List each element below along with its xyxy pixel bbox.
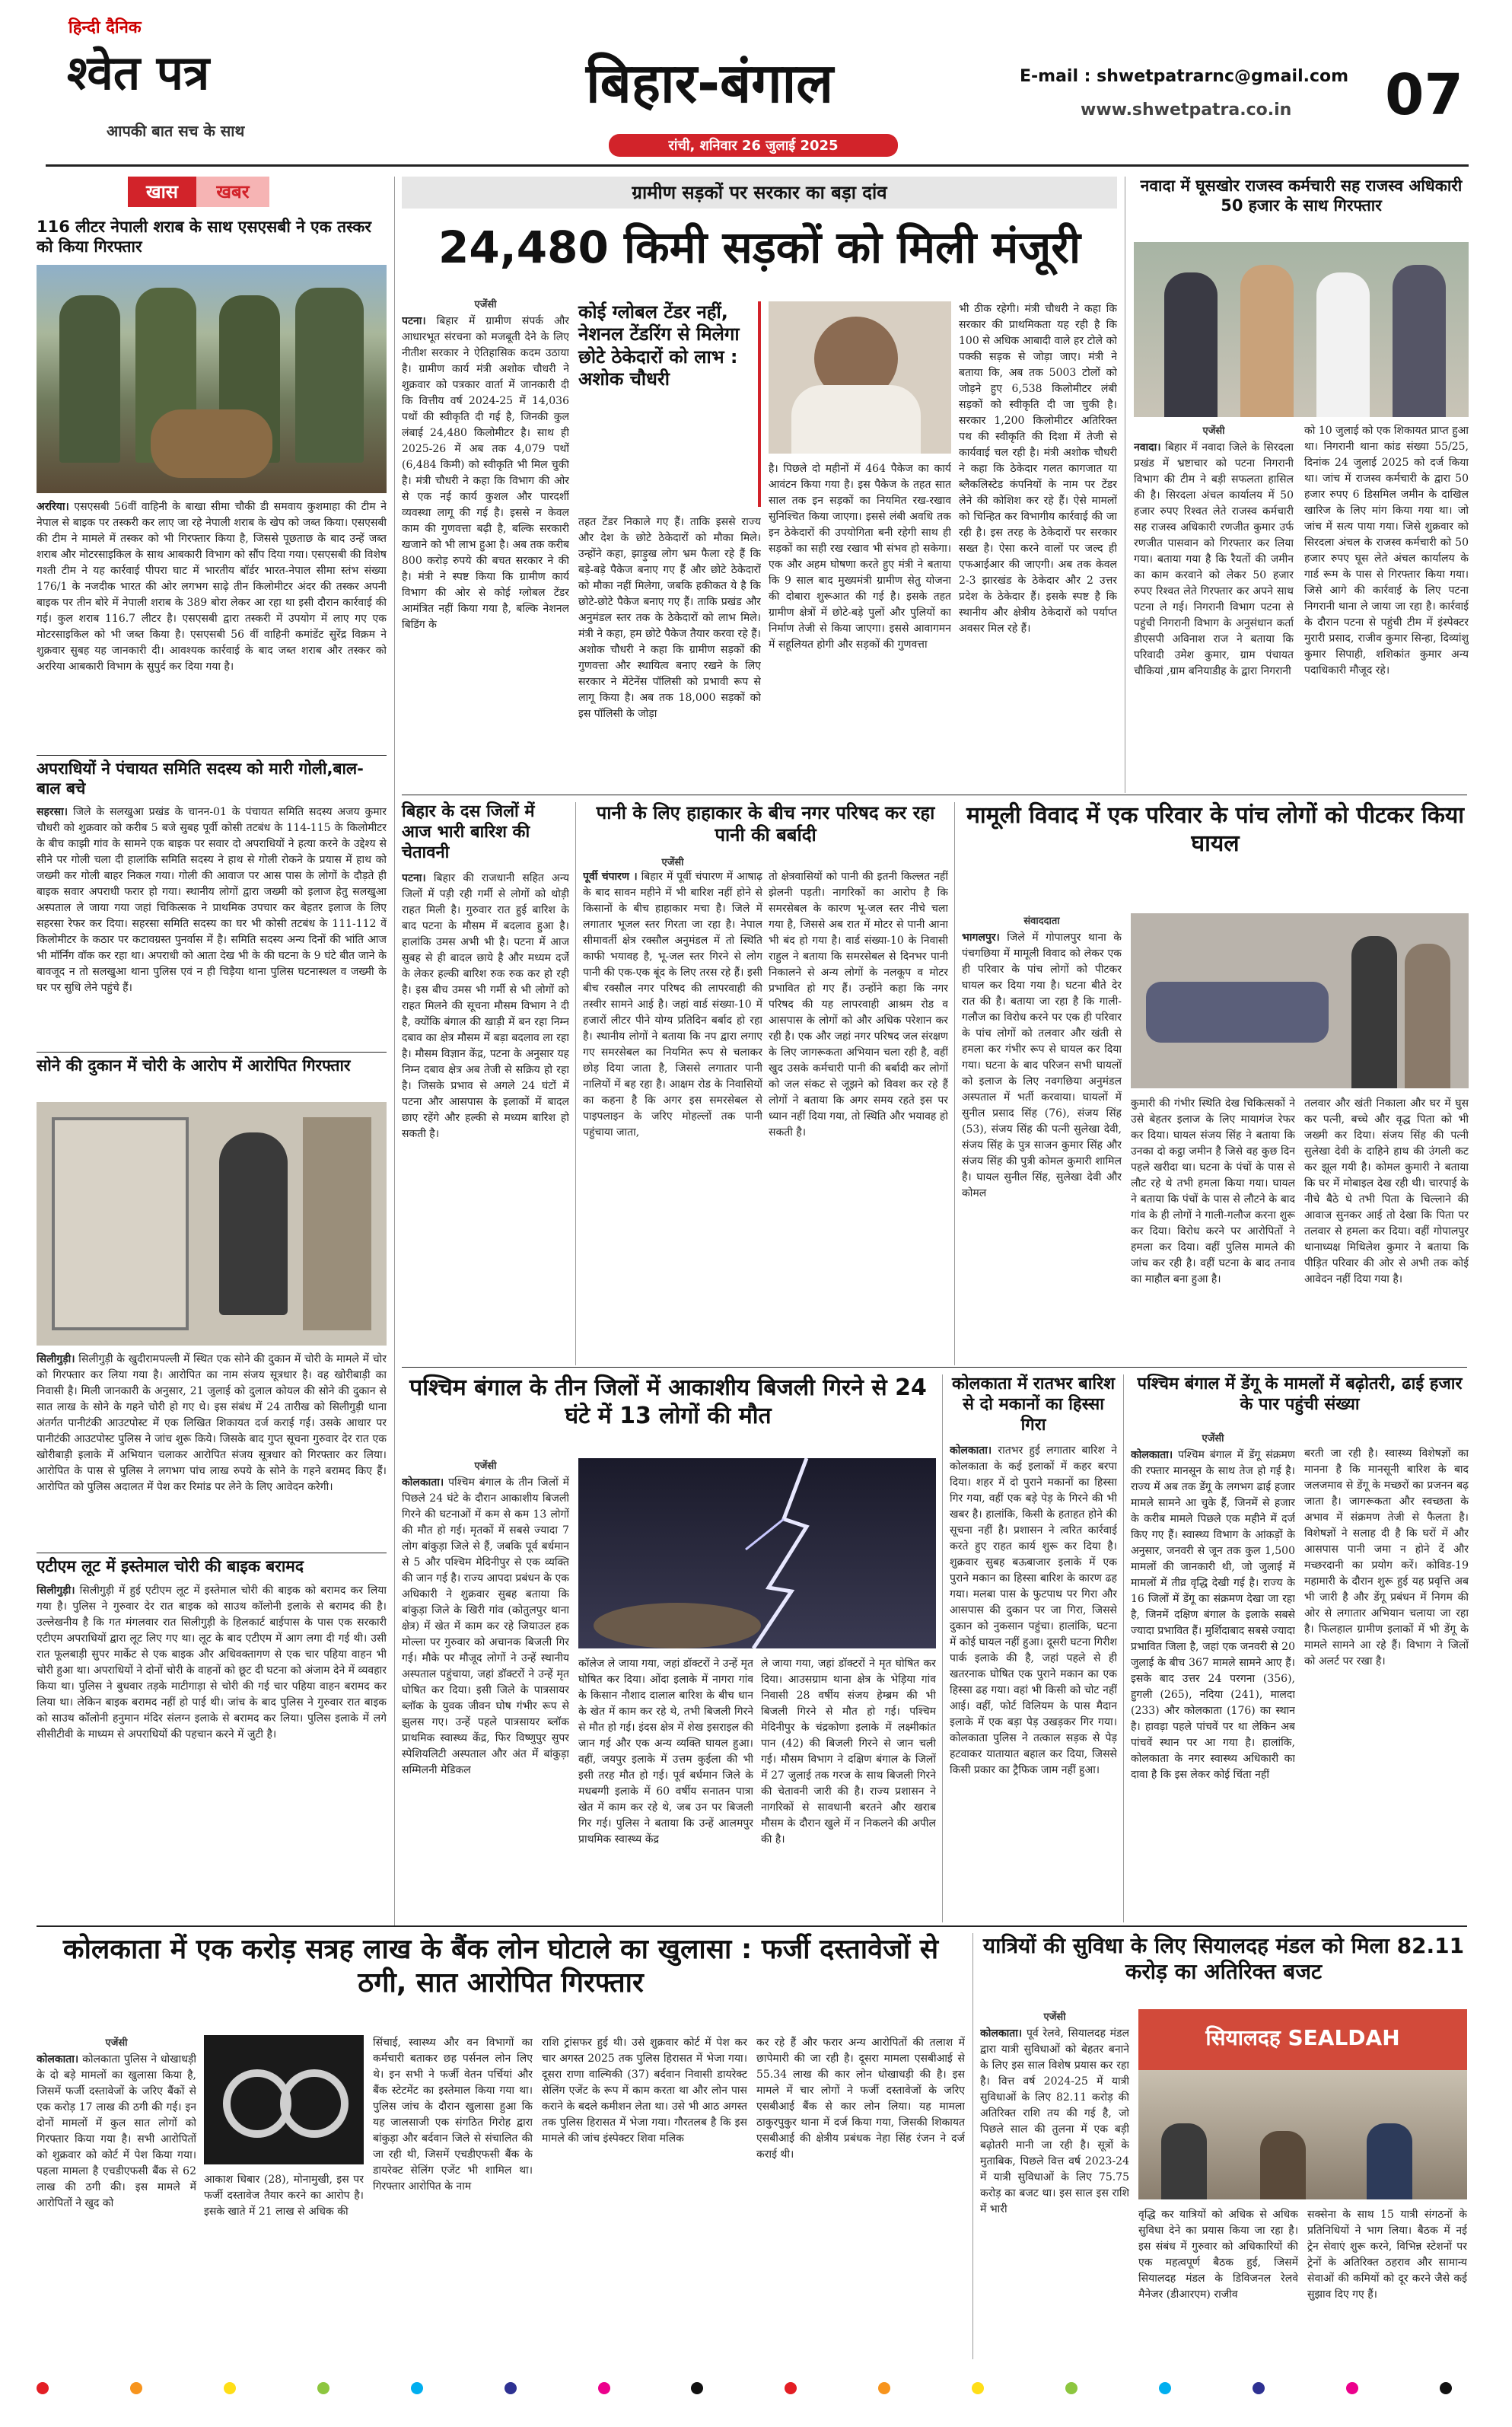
column-divider [394, 177, 395, 1927]
headline: यात्रियों की सुविधा के लिए सियालदह मंडल को मिला 82.11 करोड़ का अतिरिक्त बजट [982, 1933, 1465, 1985]
body: जिले के सलखुआ प्रखंड के चानन-01 के पंचायत समिति सदस्य अजय कुमार चौधरी को शुक्रवार को करीब 5 बजे सुबह पूर्वी कोसी तटबंध के 114-115 के किलोमीटर के बीच काझी गांव के सामने एक बाइक पर सवार दो अपराधियों ने हत्या करने के उद्देश्य से सीने पर गोली चला दी हालांकि समिति सदस्य ने हाथ से गोली रोकने के प्रयास में हाथ को जख्मी कर गोली बाहर निकल गया। गोली की आवाज पर आस पास के लोगों के दौड़ते ही बाइक सवार अपराधी फरार हो गया। स्थानीय लोगों द्वारा जख्मी को इलाज हेतु सलखुआ अस्पताल ले जाया गया जहां चिकित्सक ने प्राथमिक उपचार कर बेहतर इलाज के लिए सहरसा रेफर कर दिया। सहरसा समिति सदस्य का घर भी कोसी तटबंध के 111-112 वें किलोमीटर के कठार पर कटावग्रस्त पुनर्वास में है। समिति सदस्य अन्य दिनों की भांति आज भी मॉर्निंग वॉक कर रहा था। अपराधी को आता देख भी के की घटना के 9 घंटे बीत जाने के बावजूद न तो सलखुआ थाना पुलिस एवं न ही चिड़ैया थाना पुलिस घटनास्थल व जख्मी के घर पर सुधि लेने पहुंचे हैं। [37, 806, 387, 995]
footer-dot [130, 2382, 142, 2394]
tag-khabar: खबर [196, 177, 269, 207]
section-title: बिहार-बंगाल [586, 51, 834, 115]
footer-dot [972, 2382, 984, 2394]
body: कर रहे हैं और फरार अन्य आरोपितों की तलाश में छापेमारी की जा रही है। दूसरा मामला एसबीआई से 55.34 लाख की कार लोन धोखाधड़ी की है। इस मामले में चार लोगों ने फर्जी दस्तावेजों के जरिए एसबीआई बैंक से कार लोन लिया। यह मामला ठाकुरपुकुर थाना में दर्ज किया गया, जिसकी शिकायत एसबीआई की क्षेत्रीय प्रबंधक नेहा सिंह रंजन ने दर्ज कराई थी। [756, 2037, 965, 2161]
column-divider [1123, 1374, 1124, 1922]
lead-col3 [769, 461, 951, 788]
lightning-col1 [402, 1458, 569, 1932]
photo-station [1138, 2009, 1467, 2199]
headline: 116 लीटर नेपाली शराब के साथ एसएसबी ने एक तस्कर को किया गिरफ्तार [37, 218, 371, 256]
dateline: नवादा। [1134, 441, 1161, 454]
dengue-col1 [1131, 1431, 1295, 1919]
body: तलवार और खंती निकाला और घर में घुस कर पत्नी, बच्चे और वृद्ध पिता को भी जख्मी कर दिया। संजय सिंह की पत्नी सुलेखा देवी के दाहिने हाथ की उंगली कट कर झूल गयी है। कोमल कुमारी ने बताया कि घर में मोबाइल देख रही थी। चारपाई के नीचे बैठे थे तभी पिता के चिल्लाने की आवाज सुनकर आई तो देखा कि पिता पर तलवार से हमला कर दिया। वहीं गोपालपुर थानाध्यक्ष मिथिलेश कुमार ने बताया कि पीड़ित परिवार की ओर से अभी तक कोई आवेदन नहीं दिया गया है। [1304, 1097, 1469, 1285]
date-bar [609, 134, 898, 157]
body: आकाश धिबार (28), मोनामुखी, इस पर फर्जी दस्तावेज तैयार करने का आरोप है। इसके खाते में 21 लाख से अधिक की [204, 2174, 364, 2218]
body-block [402, 871, 569, 1358]
website[interactable]: www.shwetpatra.co.in [1081, 100, 1292, 119]
body: तो क्षेत्रवासियों को पानी की इतनी किल्लत नहीं झेलनी पड़ती। नागरिकों का आरोप है कि समरसेबल के कारण भू-जल स्तर नीचे चला गया है, जिससे अब रात में मोटर से पानी आना भी बंद हो गया है। वार्ड संख्या-10 के निवासी राहुल ने बताया कि समरसेबल से दिनभर पानी निकालने से अन्य लोगों के नलकूप व मोटर प्रभावित हो गए हैं। उन्होंने कहा कि नगर परिषद की यह लापरवाही आश्रम रोड व आसपास के लोगों को और अधिक परेशान कर रही है। एक और जहां नगर परिषद जल संरक्षण के लिए जागरूकता अभियान चला रही है, वहीं खुद उसके कर्मचारी पानी की बर्बादी कर लोगों को जल संकट से जूझने को विवश कर रहे हैं लोगों ने बताया कि अगर समय रहते इस पर ध्यान नहीं दिया गया, तो स्थिति और भयावह हो सकती है। [769, 871, 948, 1139]
dateline: सिलीगुड़ी। [37, 1584, 75, 1597]
dateline: सहरसा। [37, 806, 68, 819]
body-block [37, 2052, 196, 2371]
photo-injured [1131, 913, 1469, 1088]
article-gold-shop [37, 1056, 387, 1076]
footer-dot [691, 2382, 703, 2394]
body-block [950, 1443, 1117, 1900]
body: पश्चिम बंगाल में डेंगू संक्रमण की रफ्तार मानसून के साथ तेज हो गई है। राज्य में अब तक डेंगू के लगभग ढाई हजार मामले सामने आ चुके हैं, जिनमें से हजार के करीब मामले पिछले एक महीने में दर्ज किए गए हैं। स्वास्थ्य विभाग के आंकड़ों के अनुसार, जनवरी से जून तक कुल 1,500 मामलों की जानकारी थी, जो जुलाई में मामलों में तीव्र वृद्धि देखी गई है। राज्य के 16 जिलों में डेंगू का संक्रमण देखा जा रहा है, जिनमें दक्षिण बंगाल के इलाके सबसे ज्यादा प्रभावित हैं। मुर्शिदाबाद सबसे ज्यादा प्रभावित जिला है, जहां एक जनवरी से 20 जुलाई के बीच 367 मामले सामने आए हैं। इसके बाद उत्तर 24 परगना (356), हुगली (265), नदिया (241), मालदा (233) और कोलकाता (176) का स्थान है। हावड़ा पहले पांचवें पर था लेकिन अब पांचवें स्थान पर आ गया है। हालांकि, कोलकाता के नगर स्वास्थ्य अधिकारी का दावा है कि इस लेकर कोई चिंता नहीं [1131, 1449, 1295, 1781]
footer-dot [1253, 2382, 1265, 2394]
headline: नवादा में घूसखोर राजस्व कर्मचारी सह राजस्व अधिकारी 50 हजार के साथ गिरफ्तार [1140, 177, 1463, 215]
body: सिलीगुड़ी के खुदीरामपल्ली में स्थित एक सोने की दुकान में चोरी के मामले में चोर को गिरफ्तार कर लिया गया है। आरोपित का नाम संजय सूत्रधार है। वह खोरीबाड़ी का निवासी है। मिली जानकारी के अनुसार, 21 जुलाई को दुलाल कोयल की सोने की दुकान से सात लाख के सोने के गहने चोरी हो गए थे। इस संबंध में 24 तारीख को सिलीगुड़ी थाना अंतर्गत पानीटंकी आउटपोस्ट में एक लिखित शिकायत दर्ज कराई गई। उसके आधार पर पानीटंकी आउटपोस्ट पुलिस ने जांच शुरू किये। जिसके बाद गुप्त सूचना गुरुवार देर रात एक खोरीबाड़ी इलाके में अभियान चलाकर आरोपित संजय सूत्रधार को गिरफ्तार कर लिया। आरोपित के पास से पुलिस ने लगभग पांच लाख रुपये के सोने के गहने बरामद किए हैं। आरोपित को पुलिस अदालत में पेश कर रिमांड पर लेने के लिए आवेदन करेगी। [37, 1353, 387, 1493]
footer-color-dots [37, 2382, 1467, 2405]
station-sign: सियालदह SEALDAH [1205, 2025, 1400, 2050]
masthead [0, 0, 1512, 160]
divider [37, 755, 387, 756]
lightning-col3 [761, 1656, 936, 1915]
email[interactable]: E-mail : shwetpatrarnc@gmail.com [1020, 67, 1349, 86]
body: कोलकाता पुलिस ने धोखाधड़ी के दो बड़े मामलों का खुलासा किया है, जिसमें फर्जी दस्तावेजों के जरिए बैंकों से एक करोड़ 17 लाख की ठगी की गई। इन दोनों मामलों में कुल सात लोगों को गिरफ्तार किया गया है। सभी आरोपितों को शुक्रवार को कोर्ट में पेश किया गया। पहला मामला है एचडीएफसी बैंक से 62 लाख की ठगी की। इस मामले में आरोपितों ने खुद को [37, 2053, 196, 2209]
dateline: कोलकाता। [980, 2027, 1023, 2040]
body: कुमारी की गंभीर स्थिति देख चिकित्सकों ने उसे बेहतर इलाज के लिए मायागंज रेफर कर दिया। घायल संजय सिंह ने बताया कि उनका दो कट्ठा जमीन है जिसे वह कुछ दिन पहले खरीदा था। घटना के पंचों के पास से लौट रहे थे तभी हमला किया गया। घायल ने बताया कि पंचों के पास से लौटने के बाद गांव के ही लोगों ने गाली-गलौज करना शुरू कर दिया। विरोध करने पर आरोपितों ने हमला कर दिया। वहीं पुलिस मामले की जांच कर रही है। वहीं घटना के बाद तनाव का माहौल बना हुआ है। [1131, 1097, 1295, 1285]
body: तहत टेंडर निकाले गए हैं। ताकि इससे राज्य और देश के छोटे ठेकेदारों को मौका मिले। उन्होंने कहा, झाड़ुख लोग भ्रम फैला रहे हैं कि बड़े-बड़े पैकेज बनाए गए हैं और छोटे ठेकेदारों को मौका नहीं मिलेगा, जबकि हकीकत ये है कि छोटे-छोटे पैकेज बनाए गए हैं। ताकि प्रखंड और अनुमंडल स्तर तक के ठेकेदारों को लाभ मिले। मंत्री ने कहा, हम छोटे पैकेज तैयार करवा रहे हैं। अशोक चौधरी ने कहा कि ग्रामीण सड़कों की गुणवत्ता और स्थायित्व बनाए रखने के लिए सरकार ने मेंटेनेंस पॉलिसी को प्रभावी रूप से लागू किया है। अब तक 18,000 सड़कों को इस पॉलिसी के जोड़ा [578, 516, 761, 720]
body: पूर्व रेलवे, सियालदह मंडल द्वारा यात्री सुविधाओं को बेहतर बनाने के लिए इस साल विशेष प्रयास कर रहा है। वित्त वर्ष 2024-25 में यात्री सुविधाओं के लिए 82.11 करोड़ की अतिरिक्त राशि तय की गई है, जो पिछले साल की तुलना में एक बड़ी बढ़ोतरी मानी जा रही है। सूत्रों के मुताबिक, पिछले वित्त वर्ष 2023-24 में यात्री सुविधाओं के लिए 75.75 करोड़ का बजट था। इस साल इस राशि में भारी [980, 2027, 1129, 2215]
body-block [402, 314, 569, 801]
headline: पश्चिम बंगाल के तीन जिलों में आकाशीय बिजली गिरने से 24 घंटे में 13 लोगों की मौत [409, 1374, 927, 1429]
body: राशि ट्रांसफर हुई थी। उसे शुक्रवार कोर्ट में पेश कर चार अगस्त 2025 तक पुलिस हिरासत में भेजा गया। दूसरा राणा वाल्मिकी (37) बर्दवान निवासी डायरेक्ट सेलिंग एजेंट के रूप में काम करता था और लोन पास कराने के बदले कमीशन लेता था। उसे भी आठ अगस्त तक पुलिस हिरासत में भेजा गया। गौरतलब है कि इस मामले की जांच इंस्पेक्टर शिवा मलिक [542, 2037, 747, 2145]
divider [402, 1367, 1467, 1368]
body: बिहार में पूर्वी चंपारण में आषाढ़ के बाद सावन महीने में भी बारिश नहीं होने से किसानों के बीच हाहाकार मचा है। जिले में लगातार भूजल स्तर गिरता जा रहा है। नेपाल सीमावर्ती क्षेत्र रक्सौल अनुमंडल में तो स्थिति काफी भयावह है, भू-जल स्तर गिरने से लोग पानी की एक-एक बूंद के लिए तरस रहे हैं। इसी बीच रक्सौल नगर परिषद की लापरवाही की तस्वीर सामने आई है। जहां वार्ड संख्या-10 में हजारों लीटर पीने योग्य प्रतिदिन बर्बाद हो रहा है। स्थानीय लोगों ने बताया कि नप द्वारा लगाए गए समरसेबल का नियमित रूप से चलाकर छोड़ दिया जाता है, जिससे लगातार पानी नालियों में बह रहा है। आक्षम रोड के निवासियों का कहना है कि अगर इस समरसेबल से पाइपलाइन के जरिए मोहल्लों तक पानी पहुंचाया जाता, [583, 871, 762, 1139]
byline: एजेंसी [474, 299, 497, 311]
body-block [402, 1475, 569, 1932]
body: पश्चिम बंगाल के तीन जिलों में पिछले 24 घंटे के दौरान आकाशीय बिजली गिरने की घटनाओं में कम से कम 13 लोगों की मौत हो गई। मृतकों में सबसे ज्यादा 7 लोग बांकुड़ा जिले से हैं, जबकि पूर्व बर्धमान से 5 और पश्चिम मेदिनीपुर से एक व्यक्ति की जान गई है। राज्य आपदा प्रबंधन के एक अधिकारी ने शुक्रवार सुबह बताया कि बांकुड़ा जिले के खिरी गांव (कोतुलपुर थाना क्षेत्र) में खेत में काम कर रहे जियाउल हक मोल्ला पर गुरुवार को अचानक बिजली गिर गई। मौके पर मौजूद लोगों ने उन्हें स्थानीय अस्पताल पहुंचाया, जहां डॉक्टरों ने उन्हें मृत घोषित कर दिया। इसी जिले के पात्रसायर ब्लॉक के युवक जीवन घोष गंभीर रूप से झुलस गए। उन्हें पहले पात्रसायर ब्लॉक प्राथमिक स्वास्थ्य केंद्र, फिर विष्णुपुर सुपर स्पेशियलिटी अस्पताल और अंत में बांकुड़ा सम्मिलनी मेडिकल [402, 1476, 569, 1776]
lead-kicker [402, 177, 1117, 209]
footer-dot [598, 2382, 610, 2394]
footer-dot [505, 2382, 517, 2394]
fraud-col1 [37, 2035, 196, 2371]
headline: सोने की दुकान में चोरी के आरोप में आरोपित गिरफ्तार [37, 1056, 351, 1075]
dateline: कोलकाता। [402, 1476, 444, 1489]
headline: कोलकाता में एक करोड़ सत्रह लाख के बैंक लोन घोटाले का खुलासा : फर्जी दस्तावेजों से ठगी, सात आरोपित गिरफ्तार [62, 1934, 939, 1999]
dateline: पटना। [402, 315, 426, 327]
dateline: पटना। [402, 872, 426, 885]
footer-dot [224, 2382, 236, 2394]
byline: एजेंसी [474, 1460, 497, 1472]
article-water [583, 802, 948, 871]
body: कॉलेज ले जाया गया, जहां डॉक्टरों ने उन्हें मृत घोषित कर दिया। ओंदा इलाके में नागरा गांव के किसान नौशाद दालाल बारिश के बीच धान के खेत में काम कर रहे थे, तभी बिजली गिरने से मौत हो गई। इंदस क्षेत्र में शेख इसराइल की जान गई और एक अन्य व्यक्ति घायल हुआ। वहीं, जयपुर इलाके में उत्तम कुईला की भी इसी तरह मौत हो गई। पूर्व बर्धमान जिले के मधबग्गी इलाके में 60 वर्षीय सनातन पात्रा खेत में काम कर रहे थे, जब उन पर बिजली गिर गई। पुलिस ने बताया कि उन्हें आलमपुर प्राथमिक स्वास्थ्य केंद्र [578, 1658, 753, 1846]
byline: एजेंसी [661, 856, 684, 868]
newspaper-name: श्वेत पत्र [67, 45, 210, 100]
article-rain-warning [402, 802, 569, 1358]
issue-date: रांची, शनिवार 26 जुलाई 2025 [668, 138, 839, 154]
body: बिहार की राजधानी सहित अन्य जिलों में पड़ी रही गर्मी से लोगों को थोड़ी राहत मिली है। गुरुवार रात हुई बारिश के बाद पटना के मौसम में बदलाव हुआ है। हालांकि उमस अभी भी है। पटना में आज सुबह से ही बादल छाये है और मध्यम दर्जे के लेकर हल्की बारिश रुक रुक कर हो रही है। इस बीच उमस भी गर्मी से भी लोगों को राहत मिलने की सूचना मौसम विभाग ने दी है, क्योंकि बंगाल की खाड़ी में बन रहा निम्न दबाव का क्षेत्र मौसम में बड़ा बदलाव ला रहा है। मौसम विज्ञान केंद्र, पटना के अनुसार यह निम्न दबाव क्षेत्र अब तेजी से सक्रिय हो रहा है। जिसके प्रभाव से अगले 24 घंटों में पटना और आसपास के इलाकों में बादल छाए रहेंगे और हल्की से मध्यम बारिश हो सकती है। [402, 872, 569, 1141]
footer-dot [1159, 2382, 1171, 2394]
body: ले जाया गया, जहां डॉक्टरों ने मृत घोषित कर दिया। आउसग्राम थाना क्षेत्र के भेड़िया गांव निवासी 28 वर्षीय संजय हेम्ब्रम की भी बिजली गिरने से मौत हो गई। पश्चिम मेदिनीपुर के चंद्रकोणा इलाके में लक्ष्मीकांत पान (42) की बिजली गिरने से जान चली गई। मौसम विभाग ने दक्षिण बंगाल के जिलों में 27 जुलाई तक गरज के साथ बिजली गिरने की चेतावनी जारी की है। राज्य प्रशासन ने नागरिकों से सावधानी बरतने और खराब मौसम के दौरान खुले में न निकलने की अपील की है। [761, 1658, 936, 1846]
footer-dot [317, 2382, 329, 2394]
page-number: 07 [1385, 62, 1463, 128]
photo-ssb [37, 265, 387, 493]
kicker-text: ग्रामीण सड़कों पर सरकार का बड़ा दांव [632, 182, 887, 203]
body: भी ठीक रहेगी। मंत्री चौधरी ने कहा कि सरकार की प्राथमिकता यह रही है कि 100 से अधिक आबादी वाले हर टोले को पक्की सड़क से जोड़ा जाए। मंत्री ने बताया कि, अब तक 5003 टोलों को जोड़ने हुए 6,538 किलोमीटर लंबी सड़कों को स्वीकृति दी जा चुकी है। सरकार 1,200 किलोमीटर अतिरिक्त पथ की स्वीकृति की दिशा में तेजी से कार्यवाई चल रही है। मंत्री अशोक चौधरी ने कहा कि ठेकेदार गलत कागजात या ब्लैकलिस्टेड कंपनियों के नाम पर टेंडर लेने की कोशिश कर रहे हैं। ऐसे मामलों को चिन्हित कर विभागीय कार्रवाई की जा रही है। इस तरह के ठेकेदारों पर सरकार सख्त है। ऐसा करने वालों पर जल्द ही एफआईआर की जाएगी। अब तक केवल 2-3 झारखंड के ठेकेदार और 2 उत्तर प्रदेश के ठेकेदार हैं। इसके स्पष्ट है कि स्थानीय और क्षेत्रीय ठेकेदारों को पर्याप्त अवसर मिल रहे हैं। [959, 303, 1117, 635]
sealdah-col1 [980, 2009, 1129, 2361]
dateline: अररिया। [37, 501, 69, 513]
dateline: भागलपुर। [962, 932, 1000, 944]
article-nawada [1134, 177, 1469, 215]
dengue-col2 [1304, 1446, 1469, 1918]
headline: पश्चिम बंगाल में डेंगू के मामलों में बढ़ोतरी, ढाई हजार के पार पहुंची संख्या [1137, 1374, 1463, 1414]
nawada-col1 [1134, 423, 1294, 798]
fraud-col3 [204, 2172, 364, 2355]
sealdah-col2 [1138, 2207, 1298, 2352]
nawada-col2 [1304, 423, 1469, 788]
tag-khas: खास [128, 177, 196, 207]
water-col2 [769, 869, 948, 1356]
byline: एजेंसी [1202, 1433, 1224, 1444]
headline: पानी के लिए हाहाकार के बीच नगर परिषद कर रहा पानी की बर्बादी [596, 802, 935, 846]
lead-headline: 24,480 किमी सड़कों को मिली मंजूरी [438, 221, 1081, 273]
article-sealdah [980, 1933, 1467, 1985]
body: वृद्धि कर यात्रियों को अधिक से अधिक सुविधा देने का प्रयास किया जा रहा है। इस संबंध में गुरुवार को अधिकारियों की एक महत्वपूर्ण बैठक हुई, जिसमें सियालदह मंडल के डिविजनल रेलवे मैनेजर (डीआरएम) राजीव [1138, 2209, 1298, 2301]
fraud-col5 [756, 2035, 965, 2355]
khas-khabar-tag [128, 177, 269, 207]
divider [37, 1052, 387, 1053]
body: सक्सेना के साथ 15 यात्री संगठनों के प्रतिनिधियों ने भाग लिया। बैठक में नई ट्रेन सेवाएं शुरू करने, विभिन्न स्टेशनों पर ट्रेनों के अतिरिक्त ठहराव और सामान्य सेवाओं की कमियों को दूर करने जैसे कई सुझाव दिए गए हैं। [1307, 2209, 1467, 2301]
dateline: कोलकाता। [37, 2053, 79, 2065]
masthead-rule [46, 164, 1469, 167]
body-block [37, 804, 387, 1040]
byline: एजेंसी [105, 2037, 128, 2049]
footer-dot [1065, 2382, 1077, 2394]
byline: एजेंसी [1202, 425, 1225, 437]
article-gold-body [37, 1352, 387, 1550]
fraud-col2 [373, 2035, 533, 2355]
lightning-icon [578, 1458, 936, 1648]
photo-arrest [1134, 242, 1469, 417]
byline: संवाददाता [1023, 916, 1060, 927]
body-block [37, 1583, 387, 1925]
headline: अपराधियों ने पंचायत समिति सदस्य को मारी गोली,बाल-बाल बचे [37, 760, 364, 798]
assault-col3 [1304, 1096, 1469, 1355]
byline: एजेंसी [1043, 2011, 1066, 2023]
sealdah-col3 [1307, 2207, 1467, 2352]
tagline-top: हिन्दी दैनिक [68, 18, 142, 37]
divider [37, 1925, 1467, 1927]
footer-dot [878, 2382, 890, 2394]
body: को 10 जुलाई को एक शिकायत प्राप्त हुआ था। निगरानी थाना कांड संख्या 55/25, दिनांक 24 जुलाई 2025 को दर्ज किया था। जांच में राजस्व कर्मचारी के द्वारा 50 हजार रुपए 6 डिसमिल जमीन के दाखिल खारिज के लिए मांग किया गया था। जो जांच में सत्य पाया गया। जिसे शुक्रवार को सिरदला अंचल के राजस्व कर्मचारी को 50 हजार रुपए घूस लेते अंचल कार्यालय के गार्ड रूम के पास से गिरफ्तार किया गया। जिसे आगे की कार्रवाई के लिए पटना निगरानी थाना ले जाया जा रहा है। कार्रवाई के दौरान पटना से पहुंची टीम में इंस्पेक्टर मुरारी प्रसाद, राजीव कुमार सिन्हा, दिव्यांशु कुमार सिपाही, शशिकांत कुमार अन्य पदाधिकारी मौजूद रहे। [1304, 425, 1469, 677]
body-block [1131, 1448, 1295, 1919]
body: रातभर हुई लगातार बारिश ने कोलकाता के कई इलाकों में कहर बरपा दिया। शहर में दो पुराने मकानों का हिस्सा गिर गया, वहीं एक बड़े पेड़ के गिरने की भी खबर है। हालांकि, किसी के हताहत होने की सूचना नहीं है। प्रशासन ने त्वरित कार्रवाई करते हुए राहत कार्य शुरू कर दिया है। शुक्रवार सुबह बऊबाजार इलाके में एक पुराने मकान का हिस्सा बारिश के कारण ढह गया। मलबा पास के फुटपाथ पर गिरा और आसपास की दुकान पर जा गिरा, जिससे दुकान को नुकसान पहुंचा। हालांकि, घटना में कोई घायल नहीं हुआ। दूसरी घटना गिरीश पार्क इलाके की है, जहां पहले से ही खतरनाक घोषित एक पुराने मकान का एक हिस्सा ढह गया। वहां भी किसी को चोट नहीं आई। वहीं, फोर्ट विलियम के पास मैदान इलाके में एक बड़ा पेड़ उखड़कर गिर गया। कोलकाता पुलिस ने तत्काल सड़क से पेड़ हटवाकर यातायात बहाल कर दिया, जिससे किसी प्रकार का ट्रैफिक जाम नहीं हुआ। [950, 1444, 1117, 1777]
footer-dot [1440, 2382, 1452, 2394]
body: सिलीगुड़ी में हुई एटीएम लूट में इस्तेमाल चोरी की बाइक को बरामद कर लिया गया है। पुलिस ने गुरुवार देर रात बाइक को साउथ कॉलोनी इलाके से बरामद की है। उल्लेखनीय है कि गत मंगलवार रात सिलीगुड़ी के हिलकार्ट बाईपास के पास एक सरकारी एटीएम अपराधियों द्वारा लूट लिए गए था। लूट के बाद एटीएम में आग लगा दी गई थी। उसी रात फूलबाड़ी सुपर मार्केट से एक बाइक और अधिवक्तागण से एक चार पहिया वाहन भी चोरी हुआ था। अपराधियों ने दोनों चोरी के वाहनों को छूट दी घटना को अंजाम देने में व्यवहार किया था। पुलिस ने बुधवार तड़के माटीगाड़ा से चोरी की गई चार पहिया वाहन बरामद कर लिया था। लेकिन बाइक बरामद नहीं हो पाई थी। जांच के बाद पुलिस ने गुरुवार रात बाइक को साउथ कॉलोनी हनुमान मंदिर संलग्न इलाके से बरामद कर लिया। पुलिस इलाके में लगे सीसीटीवी के माध्यम से अपराधियों की पहचान करने में जुटी है। [37, 1584, 387, 1741]
subhead: कोई ग्लोबल टेंडर नहीं, नेशनल टेंडरिंग से मिलेगा छोटे ठेकेदारों को लाभ : अशोक चौधरी [578, 301, 740, 390]
assault-col1 [962, 913, 1122, 1356]
dateline: कोलकाता। [950, 1444, 992, 1457]
dateline: कोलकाता। [1131, 1449, 1173, 1461]
photo-shop [37, 1102, 387, 1346]
newspaper-tagline: आपकी बात सच के साथ [107, 122, 245, 140]
footer-dot [411, 2382, 423, 2394]
column-divider [954, 802, 955, 1365]
footer-dot [1346, 2382, 1358, 2394]
footer-dot [785, 2382, 797, 2394]
article-dengue [1131, 1374, 1469, 1416]
body-block [962, 930, 1122, 1356]
column-divider [942, 1374, 943, 1922]
article-lightning [402, 1374, 934, 1430]
body: बिहार में नवादा जिले के सिरदला प्रखंड में भ्रष्टाचार को पटना निगरानी विभाग की टीम ने बड़ी सफलता हासिल की है। सिरदला अंचल कार्यालय में 50 हजार रुपए रिश्वत लेते राजस्व कर्मचारी सह राजस्व अधिकारी रणजीत कुमार उर्फ रणजीत पासवान को गिरफ्तार कर लिया गया। बताया गया है कि रैयतों की जमीन का काम करवाने को लेकर 50 हजार रुपए रिश्वत लेते गिरफ्तार कर अपने साथ पटना ले गई। निगरानी विभाग पटना से पहुंची निगरानी विभाग के अनुसंधान कर्ता डीएसपी अविनाश राज ने बताया कि परिवादी उमेश कुमार, ग्राम पंचायत चौकियां ,ग्राम बनियाडीह के द्वारा निगरानी [1134, 441, 1294, 677]
photo-minister [769, 301, 951, 454]
article-bank-fraud [37, 1933, 965, 2000]
water-col1 [583, 869, 762, 1356]
lightning-col2 [578, 1656, 753, 1915]
lead-col2 [578, 514, 761, 788]
article-ssb [37, 218, 387, 256]
fraud-col4 [542, 2035, 747, 2355]
lead-col4 [959, 301, 1117, 788]
lead-col1 [402, 297, 569, 801]
body: बरती जा रही है। स्वास्थ्य विशेषज्ञों का मानना है कि मानसूनी बारिश के बाद जलजमाव से डेंगू के मच्छरों का प्रजनन बढ़ जाता है। जागरूकता और स्वच्छता के अभाव में संक्रमण तेजी से फैलता है। विशेषज्ञों ने सलाह दी है कि घरों में और आसपास पानी जमा न होने दें और मच्छरदानी का प्रयोग करें। कोविड-19 महामारी के दौरान शुरू हुई यह प्रवृत्ति अब भी जारी है और डेंगू प्रबंधन में निगम की ओर से लगातार अभियान चलाया जा रहा है। फिलहाल ग्रामीण इलाकों में भी डेंगू के मामले सामने आ रहे हैं। विभाग ने जिलों को अलर्ट पर रखा है। [1304, 1448, 1469, 1667]
column-divider [575, 802, 576, 1365]
article-atm [37, 1557, 387, 1925]
body: सिंचाई, स्वास्थ्य और वन विभागों का कर्मचारी बताकर छह पर्सनल लोन लिए थे। इन सभी ने फर्जी वेतन पर्चियां और बैंक स्टेटमेंट का इस्तेमाल किया गया था। पुलिस जांच के दौरान खुलासा हुआ कि यह जालसाजी एक संगठित गिरोह द्वारा बांकुड़ा और बर्दवान जिले से संचालित की जा रही थी, जिसमें एचडीएफसी बैंक के डायरेक्ट सेलिंग एजेंट भी शामिल था। गिरफ्तार आरोपित के नाम [373, 2037, 533, 2193]
body: एसएसबी 56वीं वाहिनी के बाखा सीमा चौकी डी समवाय कुशमाहा की टीम ने नेपाल से बाइक पर तस्करी कर लाए जा रहे नेपाली शराब के खेप को जब्त किया। एसएसबी की टीम ने मामले में तस्कर को भी गिरफ्तार किया है, जिससे पूछताछ के बाद उन्हें जब्त शराब और मोटरसाइकिल के साथ आबकारी विभाग को सौंप दिया गया। एसएसबी की विशेष गश्ती टीम ने यह कार्रवाई पीपरा घाट में भारतीय बॉर्डर भारत-नेपाल सीमा स्तंभ संख्या 176/1 के नजदीक भारत की ओर लगभग साढ़े तीन किलोमीटर अंदर की तस्कर अपनी बाइक पर तीन बोरे में नेपाली शराब के 389 बोरा लेकर आ रहा था इसी दौरान कार्रवाई की गई। कुल शराब 116.7 लीटर है। एसएसबी द्वारा तस्करी में उपयोग में लाए गए एक मोटरसाइकिल को भी जब्त किया है। एसएसबी 56 वीं वाहिनी कमांडेंट सुरेंद्र विक्रम ने शुक्रवार सुबह यह जानकारी दी। आवश्यक कार्रवाई के बाद जब्त शराब और तस्कर को अररिया आबकारी विभाग के सुपुर्द कर दिया गया है। [37, 501, 387, 673]
headline: एटीएम लूट में इस्तेमाल चोरी की बाइक बरामद [37, 1557, 304, 1575]
headline: बिहार के दस जिलों में आज भारी बारिश की चेतावनी [402, 802, 535, 862]
dateline: सिलीगुड़ी। [37, 1353, 75, 1365]
body: है। पिछले दो महीनों में 464 पैकेज का कार्य आवंटन किया गया है। इस पैकेज के तहत सात साल तक इन सड़कों का नियमित रख-रखाव सुनिश्चित किया जाएगा। इससे लंबी अवधि तक इन ठेकेदारों की उपयोगिता बनी रहेगी साथ ही सड़कों का सही रख रखाव भी संभव हो सकेगा। एक और अहम घोषणा करते हुए मंत्री ने बताया कि 9 साल बाद मुख्यमंत्री ग्रामीण सेतु योजना की दोबारा शुरूआत की गई है। इसके तहत ग्रामीण क्षेत्रों में छोटे-बड़े पुलों और पुलियों का निर्माण तेजी से किया जाएगा। इससे आवागमन में सहूलियत होगी और सड़कों की गुणवत्ता [769, 463, 951, 651]
body: बिहार में ग्रामीण संपर्क और आधारभूत संरचना को मजबूती देने के लिए नीतीश सरकार ने ऐतिहासिक कदम उठाया है। ग्रामीण कार्य मंत्री अशोक चौधरी ने शुक्रवार को पत्रकार वार्ता में जानकारी दी कि वित्तीय वर्ष 2024-25 में 14,036 पथों की स्वीकृति दी गई है, जिनकी कुल लंबाई 24,480 किलोमीटर है। साथ ही 2025-26 में अब तक 4,079 पथों (6,484 किमी) को स्वीकृति भी मिल चुकी है। मंत्री चौधरी ने कहा कि विभाग की ओर से एक नई कार्य कुशल और पारदर्शी व्यवस्था लागू की गई है। इससे न केवल काम की गुणवत्ता बढ़ी है, बल्कि सरकारी खजाने को भी लाभ हुआ है। अब तक करीब 800 करोड़ रुपये की बचत सरकार ने की है। मंत्री ने स्पष्ट किया कि ग्रामीण कार्य विभाग की ओर से कोई ग्लोबल टेंडर आमंत्रित नहीं किया गया है, बल्कि नेशनल बिडिंग के [402, 315, 569, 631]
headline: मामूली विवाद में एक परिवार के पांच लोगों को पीटकर किया घायल [966, 802, 1465, 857]
footer-dot [37, 2382, 49, 2394]
body-block [980, 2026, 1129, 2361]
body-block [1134, 440, 1294, 798]
photo-lightning [578, 1458, 936, 1648]
headline: कोलकाता में रातभर बारिश से दो मकानों का हिस्सा गिरा [951, 1374, 1116, 1435]
handcuffs-icon [204, 2035, 364, 2164]
body: जिले में गोपालपुर थाना के पंचगछिया में मामूली विवाद को लेकर एक ही परिवार के पांच लोगों को पीटकर घायल कर दिया गया है। घटना बीते देर रात की है। बताया जा रहा है कि गाली-गलौज का विरोध करने पर एक ही परिवार के पांच लोगों को तलवार और खंती से हमला कर गंभीर रूप से घायल कर दिया गया। घटना के बाद परिजन सभी घायलों को इलाज के लिए नवगछिया अनुमंडल अस्पताल में भर्ती करवाया। घायलों में सुनील प्रसाद सिंह (76), संजय सिंह (53), संजय सिंह की पत्नी सुलेखा देवी, संजय सिंह के पुत्र साजन कुमार सिंह और संजय सिंह की पुत्री कोमल कुमारी शामिल है। घायल सुनील सिंह, सुलेखा देवी और कोमल [962, 932, 1122, 1199]
article-panchayat [37, 760, 387, 1040]
photo-handcuffs [204, 2035, 364, 2164]
article-family-assault [962, 802, 1469, 858]
dateline: पूर्वी चंपारण । [583, 871, 638, 883]
column-divider [972, 1933, 973, 2359]
assault-col2 [1131, 1096, 1295, 1355]
lead-subhead-box [578, 301, 761, 507]
article-ssb-body [37, 499, 387, 750]
article-kolkata-rain [950, 1374, 1117, 1900]
